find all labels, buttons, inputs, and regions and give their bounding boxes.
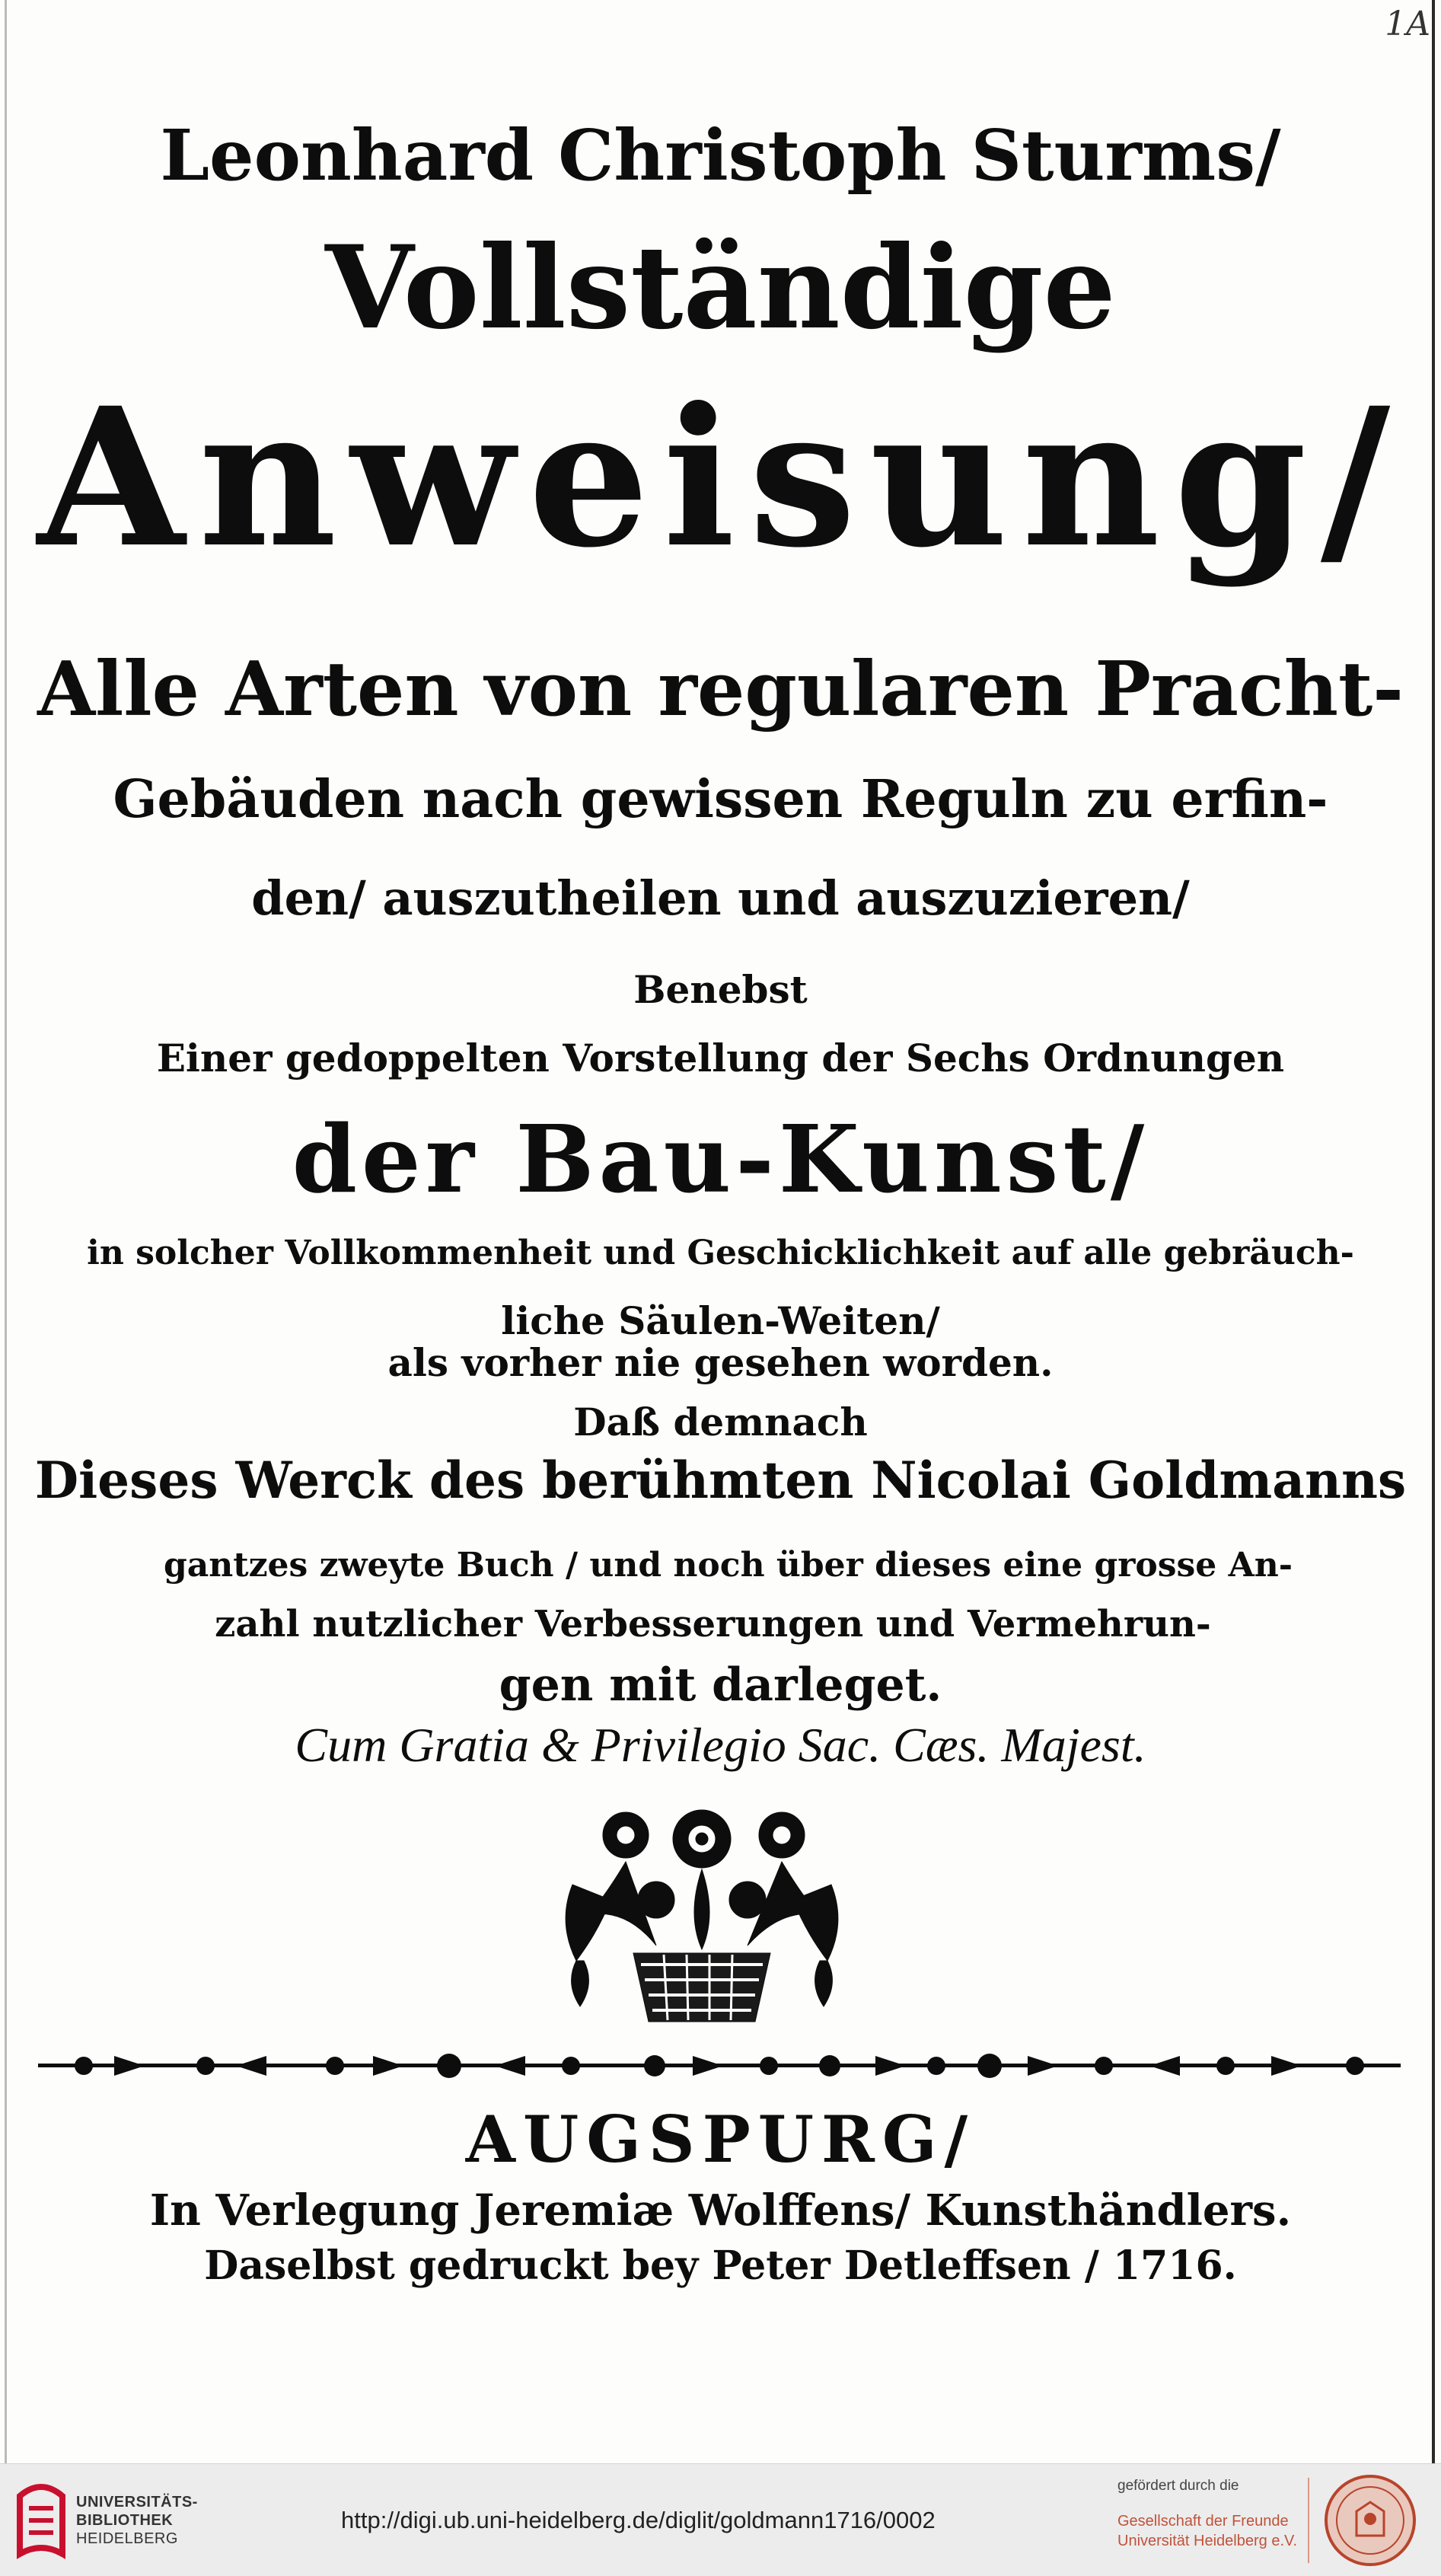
imprint-place: AUGSPURG/ [465,2102,976,2177]
solcher-line-1: in solcher Vollkommenheit und Geschicklichkeit auf alle gebräuch- [87,1234,1354,1272]
footer-divider [1308,2478,1309,2563]
zahl-line: zahl nutzlicher Verbesserungen und Vermehrun- [215,1603,1211,1646]
title-line-1: Vollständige [325,221,1116,355]
gantz-line: gantzes zweyte Buch / und noch über dieses eine grosse An- [163,1546,1293,1585]
benebst-line: Benebst [633,967,808,1012]
sponsor-block [1117,2478,1300,2551]
solcher-line-2: liche Säulen-Weiten/ [501,1298,940,1343]
flower-basket-vignette-icon [542,1793,862,2029]
university-library-logo-icon [14,2481,69,2562]
folio-number: 1A [1385,5,1430,43]
gen-line: gen mit darleget. [499,1658,942,1712]
baukunst-line: der Bau-Kunst/ [292,1104,1149,1214]
solcher-line-3: als vorher nie gesehen worden. [387,1340,1054,1385]
description-line-3: den/ auszutheilen und auszuzieren/ [251,870,1190,926]
title-line-2: Anweisung/ [37,365,1404,589]
description-line-2: Gebäuden nach gewissen Reguln zu erfin- [113,769,1328,830]
library-name-line-1: UNIVERSITÄTS- [76,2494,198,2511]
sponsor-name-line-2: Universität Heidelberg e.V. [1117,2533,1298,2549]
imprint-publisher: In Verlegung Jeremiæ Wolffens/ Kunsthändlers. [149,2185,1292,2236]
imprint-printer: Daselbst gedruckt bey Peter Detleffsen / 1716. [204,2242,1237,2289]
sponsor-name-line-1: Gesellschaft der Freunde [1117,2513,1289,2530]
permalink-url[interactable]: http://digi.ub.uni-heidelberg.de/diglit/goldmann1716/0002 [341,2507,936,2533]
university-seal-icon [1323,2473,1417,2568]
privilege-line: Cum Gratia & Privilegio Sac. Cæs. Majest. [295,1718,1146,1772]
author-line: Leonhard Christoph Sturms/ [160,114,1281,196]
library-name-line-3: HEIDELBERG [76,2530,178,2547]
sponsor-label: gefördert durch die [1117,2478,1239,2494]
einer-line: Einer gedoppelten Vorstellung der Sechs Ordnungen [156,1036,1285,1081]
description-line-1: Alle Arten von regularen Pracht- [37,646,1404,733]
footer-bar [0,2463,1441,2576]
dieses-line: Dieses Werck des berühmten Nicolai Goldmanns [34,1451,1407,1510]
library-name [76,2493,198,2548]
library-name-line-2: BIBLIOTHEK [76,2512,174,2529]
dass-line: Daß demnach [573,1400,868,1444]
ornamental-rule-icon [38,2048,1401,2083]
